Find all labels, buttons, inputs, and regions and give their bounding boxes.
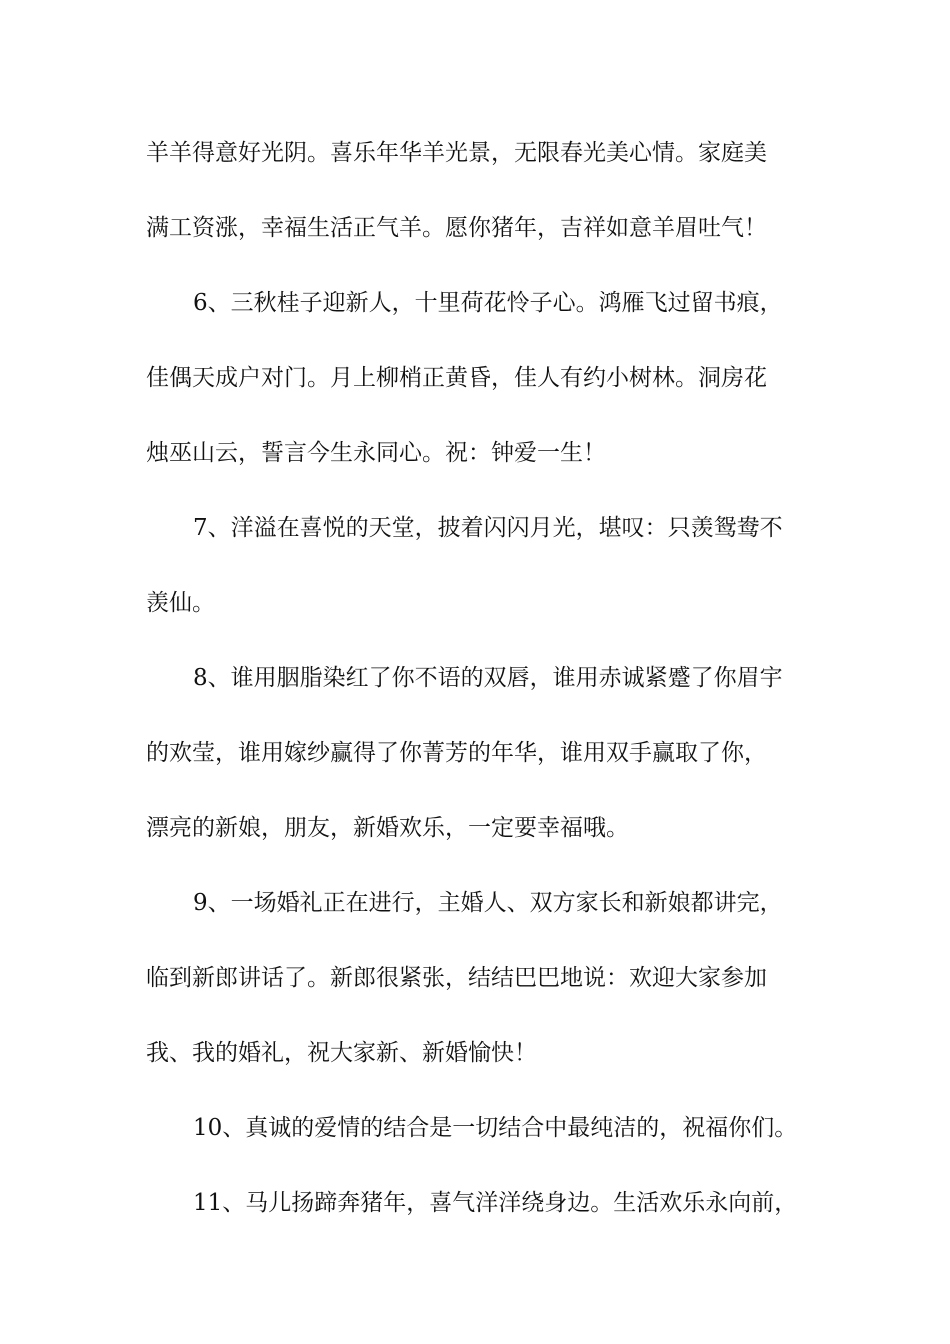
text-line: 我、我的婚礼，祝大家新、新婚愉快！ <box>146 1040 537 1066</box>
text-line: 佳偶天成户对门。月上柳梢正黄昏，佳人有约小树林。洞房花 <box>146 365 767 391</box>
text-line: 羡仙。 <box>146 590 215 616</box>
paragraph-8-start: 8、谁用胭脂染红了你不语的双唇，谁用赤诚紧蹙了你眉宇 <box>193 665 783 691</box>
paragraph-7-start: 7、洋溢在喜悦的天堂，披着闪闪月光，堪叹：只羡鸳鸯不 <box>193 515 783 541</box>
paragraph-6-start: 6、三秋桂子迎新人，十里荷花怜子心。鸿雁飞过留书痕， <box>193 290 783 316</box>
text-line: 的欢莹，谁用嫁纱赢得了你菁芳的年华，谁用双手赢取了你， <box>146 740 767 766</box>
text-line: 羊羊得意好光阴。喜乐年华羊光景，无限春光美心情。家庭美 <box>146 140 767 166</box>
text-line: 漂亮的新娘，朋友，新婚欢乐，一定要幸福哦。 <box>146 815 629 841</box>
text-line: 满工资涨，幸福生活正气羊。愿你猪年，吉祥如意羊眉吐气！ <box>146 215 767 241</box>
text-line: 临到新郎讲话了。新郎很紧张，结结巴巴地说：欢迎大家参加 <box>146 965 767 991</box>
paragraph-11-start: 11、马儿扬蹄奔猪年，喜气洋洋绕身边。生活欢乐永向前， <box>193 1190 798 1216</box>
text-line: 烛巫山云，誓言今生永同心。祝：钟爱一生！ <box>146 440 606 466</box>
paragraph-9-start: 9、一场婚礼正在进行，主婚人、双方家长和新娘都讲完， <box>193 890 783 916</box>
paragraph-10: 10、真诚的爱情的结合是一切结合中最纯洁的，祝福你们。 <box>193 1115 798 1141</box>
